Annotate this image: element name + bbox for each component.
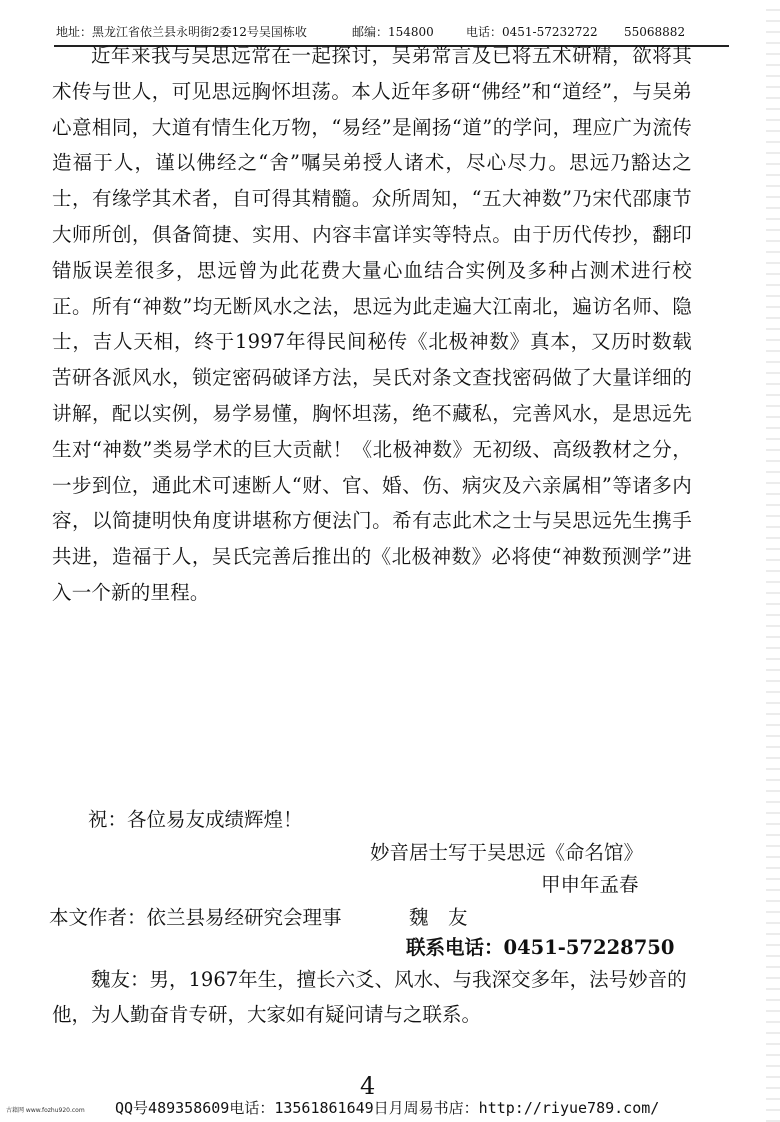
header-postcode: 邮编：154800 — [352, 25, 434, 39]
author-contact: 联系电话：0451-57228750 — [406, 936, 675, 959]
header-phone-secondary: 55068882 — [624, 25, 686, 39]
author-label: 本文作者：依兰县易经研究会理事 — [49, 906, 342, 929]
author-bio-text: 魏友：男，1967年生，擅长六爻、风水、与我深交多年，法号妙音的他，为人勤奋肯专研，大家如有疑问请与之联系。 — [52, 968, 687, 1026]
header-address: 地址：黑龙江省依兰县永明街2委12号吴国栋收 — [56, 25, 307, 39]
blessing-line: 祝：各位易友成绩辉煌！ — [88, 808, 303, 831]
main-paragraph — [52, 38, 692, 611]
author-name: 魏 友 — [409, 906, 468, 929]
footer-logo: 古籍网 www.fozhu920.com — [6, 1107, 85, 1114]
header-phone: 电话：0451-57232722 — [466, 25, 598, 39]
main-paragraph-text: 近年来我与吴思远常在一起探讨，吴弟常言及已将五术研精，欲将其术传与世人，可见思远胸怀坦荡。本人近年多研“佛经”和“道经”，与吴弟心意相同，大道有情生化万物，“易经”是阐扬“道”的学问，理应广为流传造福于人，谨以佛经之“舍”嘱吴弟授人诸术，尽心尽力。思远乃豁达之士，有缘学其术者，自可得其精髓。众所周知，“五大神数”乃宋代邵康节大师所创，俱备简捷、实用、内容丰富详实等特点。由于历代传抄，翻印错版误差很多，思远曾为此花费大量心血结合实例及多种占测术进行校正。所有“神数”均无断风水之法，思远为此走遍大江南北，遍访名师、隐士，吉人天相，终于1997年得民间秘传《北极神数》真本，又历时数载苦研各派风水，锁定密码破译方法，吴氏对条文查找密码做了大量详细的讲解，配以实例，易学易懂，胸怀坦荡，绝不藏私，完善风水，是思远先生对“神数”类易学术的巨大贡献！《北极神数》无初级、高级教材之分，一步到位，通此术可速断人“财、官、婚、伤、病灾及六亲属相”等诸多内容，以简捷明快角度讲堪称方便法门。希有志此术之士与吴思远先生携手共进，造福于人，吴氏完善后推出的《北极神数》必将使“神数预测学”进入一个新的里程。 — [52, 44, 692, 604]
date-line: 甲申年孟春 — [541, 873, 639, 896]
footer-text: QQ号489358609电话：13561861649日月周易书店：http://riyue789.com/ — [115, 1099, 660, 1117]
scan-page-edge — [766, 0, 780, 1122]
page-number: 4 — [360, 1072, 376, 1100]
signature-line: 妙音居士写于吴思远《命名馆》 — [370, 841, 644, 864]
author-bio — [52, 962, 692, 1032]
